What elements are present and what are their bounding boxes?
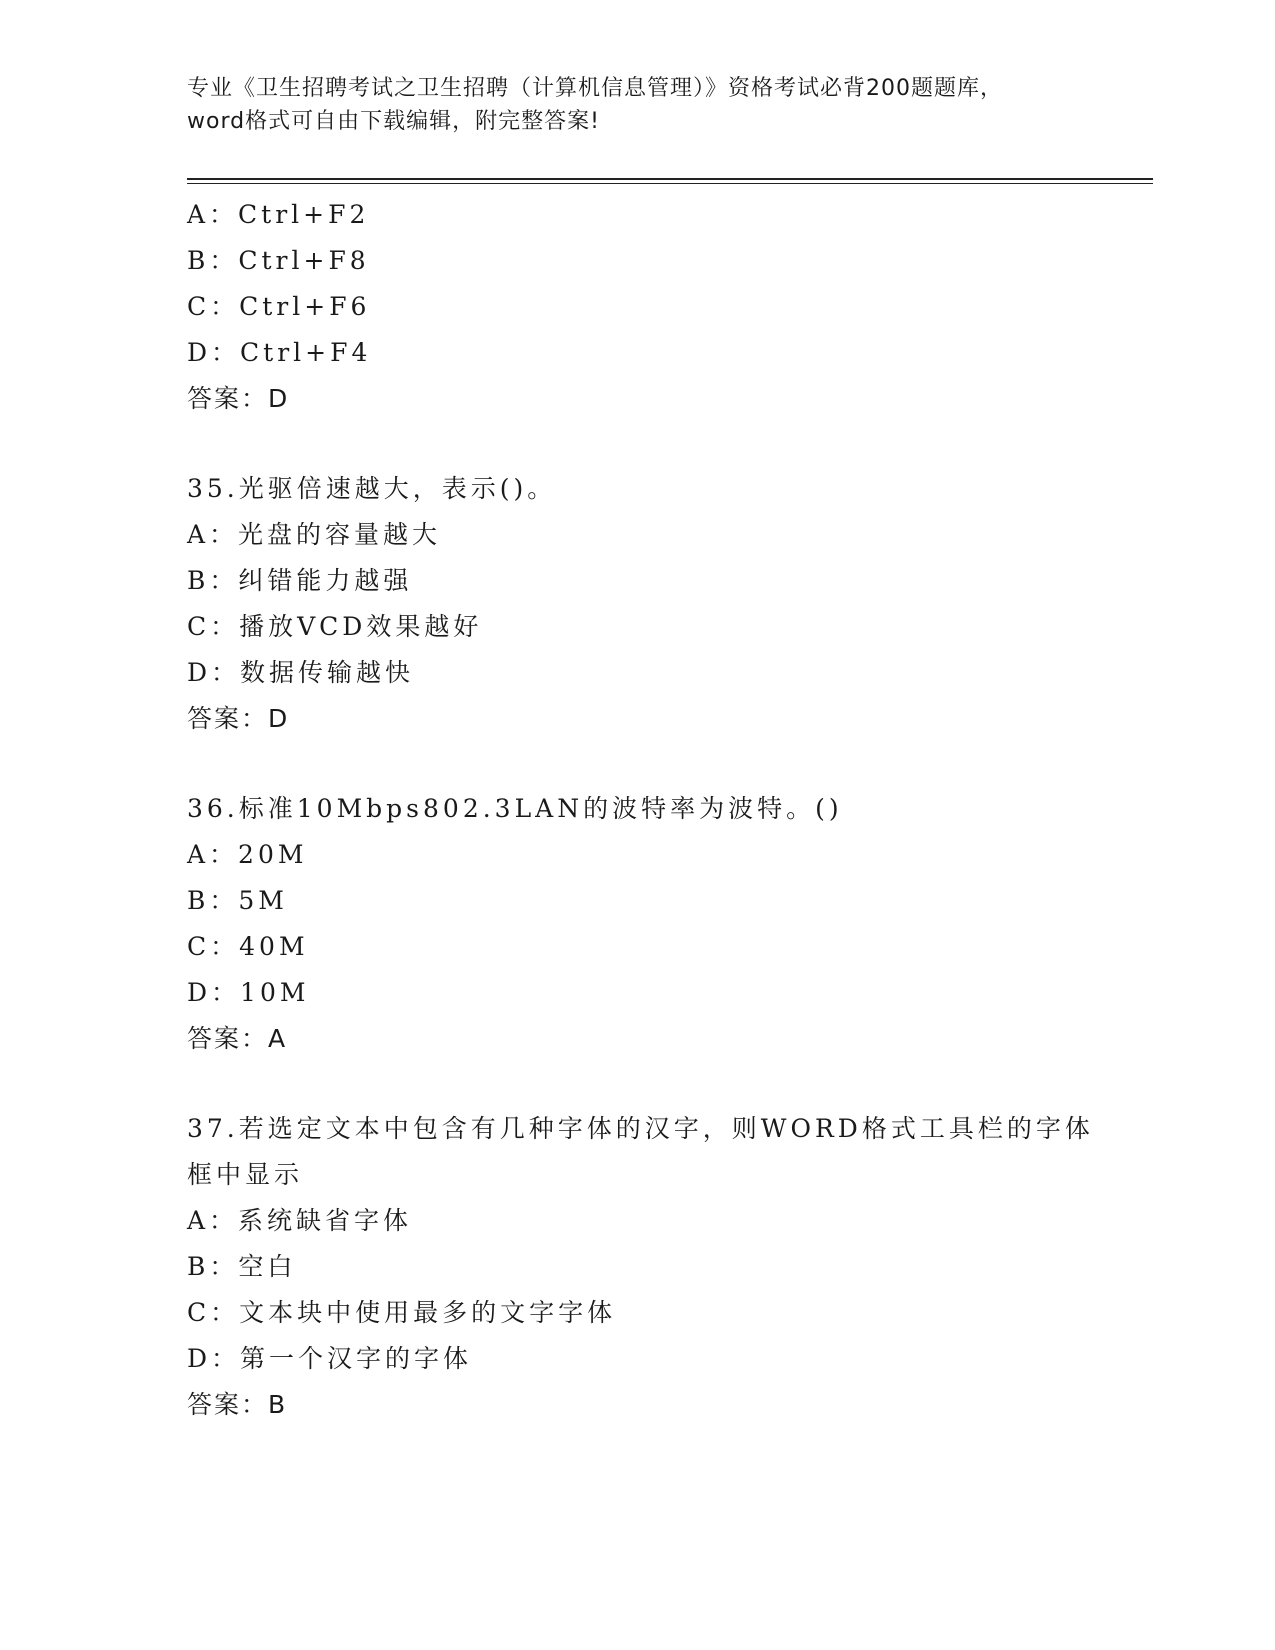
option-c: C：Ctrl+F6 xyxy=(187,292,371,321)
header-line-2: word格式可自由下载编辑，附完整答案! xyxy=(187,109,600,134)
option-b: B：5M xyxy=(187,886,288,915)
option-d: D：Ctrl+F4 xyxy=(187,338,372,367)
document-header xyxy=(187,72,1087,138)
question-block-35 xyxy=(187,466,1087,742)
question-text-line-1: 37.若选定文本中包含有几种字体的汉字，则WORD格式工具栏的字体 xyxy=(187,1114,1094,1143)
question-text-line-2: 框中显示 xyxy=(187,1160,304,1189)
question-list xyxy=(187,192,1094,1428)
answer-line: 答案：D xyxy=(187,384,290,413)
option-b: B：Ctrl+F8 xyxy=(187,246,370,275)
option-a: A：Ctrl+F2 xyxy=(187,200,370,229)
option-c: C：播放VCD效果越好 xyxy=(187,612,483,641)
header-line-1: 专业《卫生招聘考试之卫生招聘（计算机信息管理）》资格考试必背200题题库， xyxy=(187,76,1003,101)
question-block-34 xyxy=(187,192,1087,422)
header-divider-thin xyxy=(187,183,1153,184)
option-d: D：数据传输越快 xyxy=(187,658,415,687)
option-a: A：光盘的容量越大 xyxy=(187,520,442,549)
answer-line: 答案：D xyxy=(187,704,290,733)
header-divider-thick xyxy=(187,178,1153,180)
option-a: A：20M xyxy=(187,840,308,869)
option-a: A：系统缺省字体 xyxy=(187,1206,413,1235)
option-c: C：文本块中使用最多的文字字体 xyxy=(187,1298,617,1327)
question-text: 35.光驱倍速越大，表示()。 xyxy=(187,474,557,503)
option-d: D：第一个汉字的字体 xyxy=(187,1344,473,1373)
question-text: 36.标准10Mbps802.3LAN的波特率为波特。() xyxy=(187,794,843,823)
option-b: B：空白 xyxy=(187,1252,297,1281)
option-c: C：40M xyxy=(187,932,309,961)
question-block-37 xyxy=(187,1106,1094,1428)
option-b: B：纠错能力越强 xyxy=(187,566,413,595)
answer-line: 答案：A xyxy=(187,1024,288,1053)
question-block-36 xyxy=(187,786,1087,1062)
answer-line: 答案：B xyxy=(187,1390,288,1419)
option-d: D：10M xyxy=(187,978,310,1007)
